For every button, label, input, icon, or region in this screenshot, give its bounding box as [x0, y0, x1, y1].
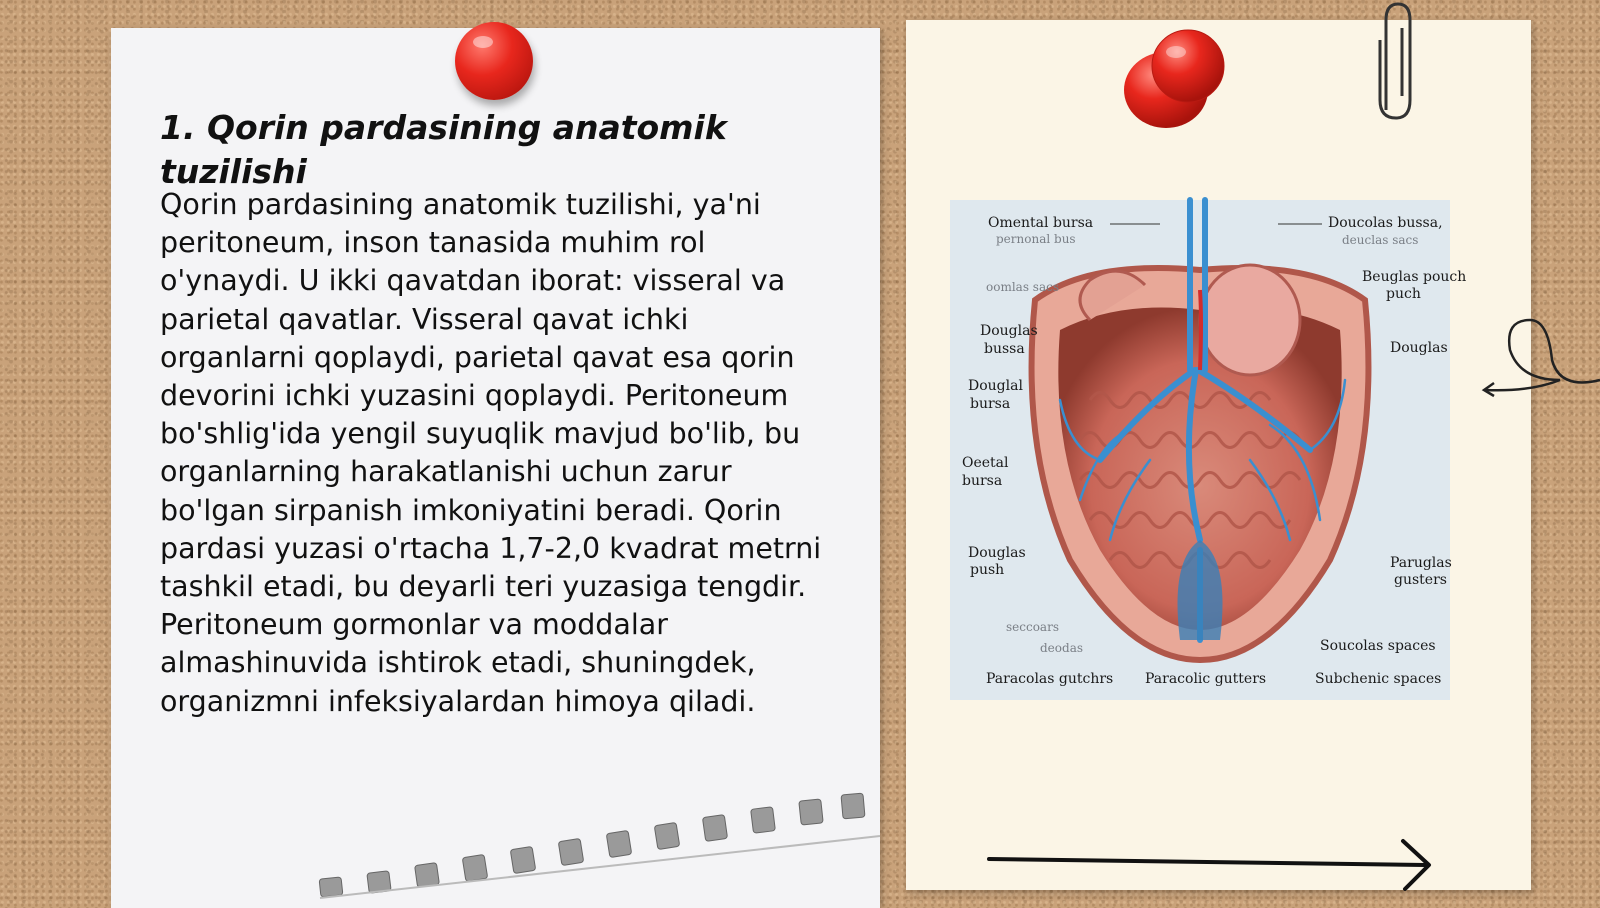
label-douglal-bursa-1: Douglal [968, 378, 1023, 394]
label-douglal-bursa-2: bursa [970, 396, 1011, 412]
arrow-right-icon [985, 835, 1445, 895]
label-subchenic-spaces: Subchenic spaces [1315, 671, 1442, 687]
label-paracolic-gutters: Paracolic gutters [1145, 671, 1267, 687]
spiral-binding-icon [320, 790, 880, 900]
curly-arrow-icon [1480, 310, 1600, 410]
label-paruglas-gusters-1: Paruglas [1390, 555, 1452, 571]
label-seccoars: seccoars [1006, 620, 1059, 634]
push-pin-icon [1118, 30, 1228, 130]
label-beuglas-pouch-2: puch [1386, 286, 1421, 302]
body-paragraph: Qorin pardasining anatomik tuzilishi, ya'ni peritoneum, inson tanasida muhim rol o'ynaydi. U ikki qavatdan iborat: visseral va parietal qavatlar. Visseral qavat ichki organlarni qoplaydi, parietal qavat esa qorin devorini ichki yuzasini qoplaydi. Peritoneum bo'shlig'ida yengil suyuqlik mavjud bo'lib, bu organlarning harakatlanishi uchun zarur bo'lgan sirpanish imkoniyatini beradi. Qorin pardasi yuzasi o'rtacha 1,7-2,0 kvadrat metrni tashkil etadi, bu deyarli teri yuzasiga tengdir. Peritoneum gormonlar va moddalar almashinuvida ishtirok etadi, shuningdek, organizmni infeksiyalardan himoya qiladi. [160, 188, 822, 718]
label-oeetal-bursa-2: bursa [962, 473, 1003, 489]
slide-title: 1. Qorin pardasining anatomik tuzilishi [160, 108, 727, 191]
label-deuclas-sacs: deuclas sacs [1342, 233, 1419, 247]
label-paruglas-gusters-2: gusters [1394, 572, 1447, 588]
label-oomlas-sacs: oomlas sacs [986, 280, 1059, 294]
label-omental-bursa: Omental bursa [988, 215, 1094, 231]
peritoneum-anatomy-illustration [950, 200, 1467, 700]
label-douglas-push-1: Douglas [968, 545, 1026, 561]
label-douglas-bussa-1: Douglas [980, 323, 1038, 339]
paperclip-icon [1372, 0, 1420, 125]
label-soucolas-spaces: Soucolas spaces [1320, 638, 1436, 654]
label-oeetal-bursa-1: Oeetal [962, 455, 1009, 471]
label-deodas: deodas [1040, 641, 1084, 655]
label-pernonal-bus: pernonal bus [996, 232, 1076, 246]
label-beuglas-pouch-1: Beuglas pouch [1362, 269, 1467, 285]
label-douglas-bussa-2: bussa [984, 341, 1025, 357]
label-paracolas-gutchrs: Paracolas gutchrs [986, 671, 1114, 687]
label-douglas-push-2: push [970, 562, 1005, 578]
label-doucolas-bussa: Doucolas bussa, [1328, 215, 1443, 231]
push-pin-icon [455, 22, 533, 100]
label-douglas: Douglas [1390, 340, 1448, 356]
